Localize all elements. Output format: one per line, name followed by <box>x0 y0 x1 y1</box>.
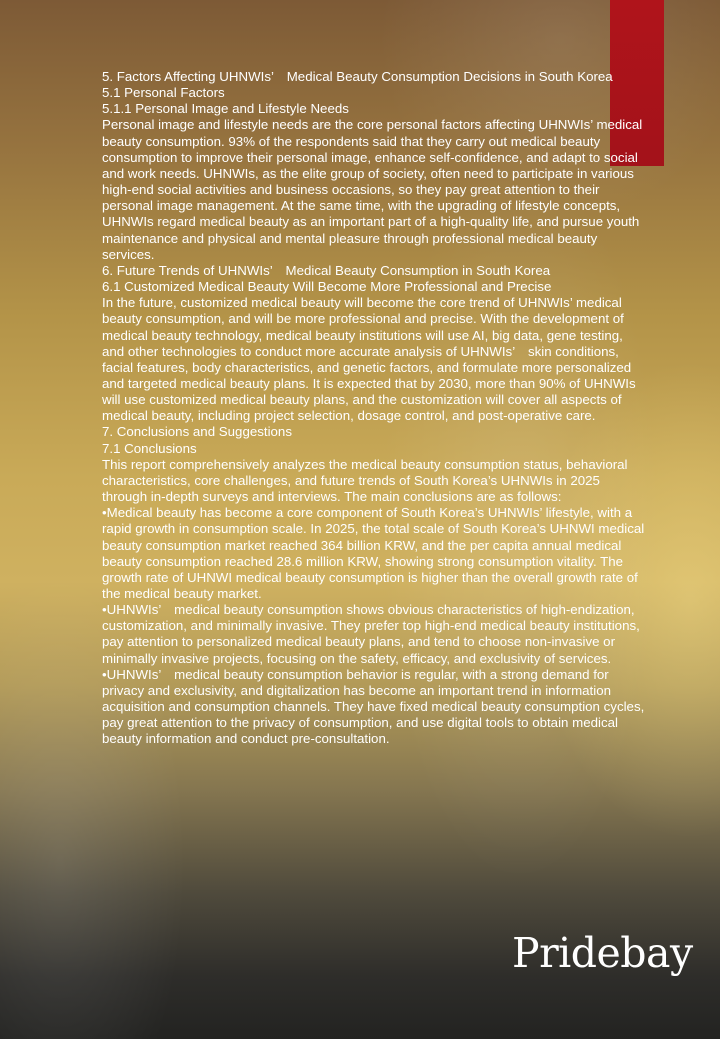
heading-section-5-1: 5.1 Personal Factors <box>102 85 225 101</box>
heading-section-5: 5. Factors Affecting UHNWIs’ Medical Beauty Consumption Decisions in South Korea <box>102 69 613 84</box>
paragraph-personal-image: Personal image and lifestyle needs are the core personal factors affecting UHNWIs’ medical beauty consumption. 93% of the respondents said that they carry out medical beauty consumption to improve their personal image, enhance self-confidence, and adapt to social and work needs. UHNWIs, as the elite group of society, often need to participate in various high-end social activities and business occasions, so they pay great attention to their personal image management. At the same time, with the upgrading of lifestyle concepts, UHNWIs regard medical beauty as an important part of a high-quality life, and pursue youth maintenance and physical and mental pleasure through professional medical beauty services. <box>102 117 643 262</box>
heading-section-7-1: 7.1 Conclusions <box>102 440 197 456</box>
report-body <box>102 69 647 748</box>
heading-section-6: 6. Future Trends of UHNWIs’ Medical Beauty Consumption in South Korea <box>102 262 551 278</box>
bullet-conclusion-1: •Medical beauty has become a core component of South Korea’s UHNWIs’ lifestyle, with a rapid growth in consumption scale. In 2025, the total scale of South Korea’s UHNWI medical beauty consumption market reached 364 billion KRW, and the per capita annual medical beauty consumption reached 28.6 million KRW, showing strong consumption vitality. The growth rate of UHNWI medical beauty consumption is higher than the overall growth rate of the medical beauty market. <box>102 505 645 601</box>
paragraph-customized-beauty: In the future, customized medical beauty will become the core trend of UHNWIs’ medical beauty consumption, and will be more professional and precise. With the development of medical beauty technology, medical beauty institutions will use AI, big data, gene testing, and other technologies to conduct more accurate analysis of UHNWIs’ skin conditions, facial features, body characteristics, and genetic factors, and formulate more personalized and targeted medical beauty plans. It is expected that by 2030, more than 90% of UHNWIs will use customized medical beauty plans, and the customization will cover all aspects of medical beauty, including project selection, dosage control, and post-operative care. <box>102 295 636 424</box>
brand-logo: Pridebay <box>512 929 693 977</box>
bullet-conclusion-3: •UHNWIs’ medical beauty consumption behavior is regular, with a strong demand for privacy and exclusivity, and digitalization has become an important trend in information acquisition and consumption channels. They have fixed medical beauty consumption cycles, pay great attention to the privacy of consumption, and use digital tools to obtain medical beauty information and conduct pre-consultation. <box>102 666 645 747</box>
heading-section-7: 7. Conclusions and Suggestions <box>102 424 292 440</box>
paragraph-conclusions-intro: This report comprehensively analyzes the medical beauty consumption status, behavioral characteristics, core challenges, and future trends of South Korea’s UHNWIs in 2025 through in-depth surveys and interviews. The main conclusions are as follows: <box>102 456 628 505</box>
heading-section-6-1: 6.1 Customized Medical Beauty Will Become More Professional and Precise <box>102 279 552 295</box>
heading-section-5-1-1: 5.1.1 Personal Image and Lifestyle Needs <box>102 101 349 117</box>
bullet-conclusion-2: •UHNWIs’ medical beauty consumption shows obvious characteristics of high-endization, customization, and minimally invasive. They prefer top high-end medical beauty institutions, pay attention to personalized medical beauty plans, and tend to choose non-invasive or minimally invasive projects, focusing on the safety, efficacy, and exclusivity of services. <box>102 602 640 666</box>
